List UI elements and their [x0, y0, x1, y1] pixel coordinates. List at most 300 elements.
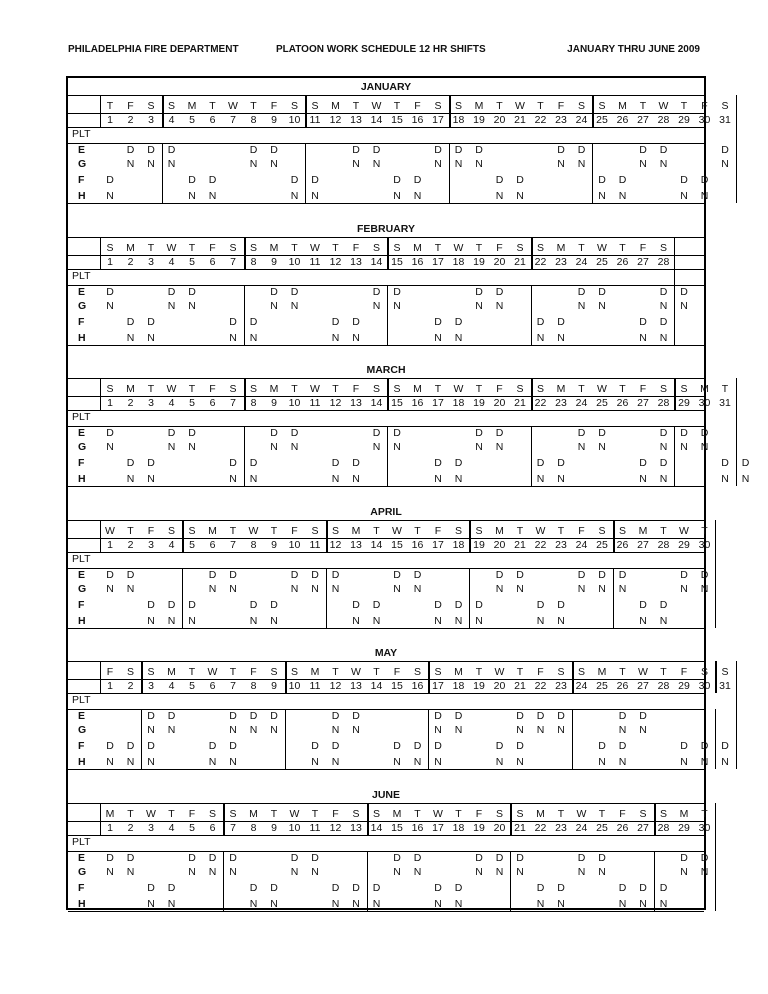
weekday-label: S [352, 807, 360, 820]
weekday-label: T [373, 666, 380, 678]
shift-mark: D [680, 568, 688, 581]
shift-mark: D [331, 881, 340, 894]
month-title: FEBRUARY [68, 222, 704, 238]
shift-mark: N [352, 724, 360, 736]
weekday-label: S [659, 807, 667, 820]
date-number: 12 [329, 114, 342, 126]
shift-mark: D [188, 851, 196, 864]
shift-mark: D [393, 285, 401, 298]
shift-mark: N [741, 473, 750, 485]
date-number: 1 [107, 538, 113, 551]
shift-mark: N [721, 158, 729, 170]
shift-mark: N [680, 190, 688, 202]
weekday-label: S [126, 666, 134, 678]
weekday-label: M [597, 666, 607, 678]
date-number: 22 [534, 680, 547, 692]
shift-mark: D [290, 285, 299, 298]
shift-mark: N [147, 158, 155, 170]
shift-mark: D [680, 174, 688, 186]
shift-mark: N [598, 865, 606, 878]
shift-mark: D [147, 144, 155, 156]
date-number: 10 [288, 538, 301, 551]
weekday-label: S [229, 807, 237, 820]
shift-mark: D [700, 851, 709, 864]
date-number: 5 [189, 680, 195, 692]
date-number: 14 [370, 397, 383, 409]
platoon-label: F [78, 598, 85, 611]
shift-mark: D [475, 144, 483, 156]
shift-mark: N [434, 473, 442, 485]
shift-mark: N [536, 897, 545, 910]
weekday-label: S [311, 100, 319, 112]
date-number: 2 [127, 397, 134, 409]
weekday-label: T [209, 100, 216, 112]
date-number: 24 [575, 680, 588, 692]
shift-mark: N [167, 441, 176, 453]
shift-mark: D [557, 457, 565, 469]
shift-mark: N [434, 614, 442, 627]
shift-mark: N [659, 441, 668, 453]
shift-mark: D [413, 174, 422, 186]
shift-mark: N [126, 756, 135, 768]
department-title: PHILADELPHIA FIRE DEPARTMENT [68, 44, 239, 55]
shift-mark: D [270, 285, 278, 298]
weekday-label: M [249, 807, 258, 820]
weekday-label: T [639, 100, 647, 112]
date-number: 28 [657, 821, 670, 834]
platoon-label: F [78, 457, 85, 469]
shift-mark: N [290, 865, 299, 878]
date-number: 30 [698, 538, 711, 551]
weekday-label: W [433, 807, 443, 820]
date-number: 10 [288, 821, 301, 834]
date-number: 21 [514, 397, 526, 409]
weekday-label: M [618, 100, 627, 112]
date-number: 22 [534, 397, 547, 409]
grid-rule [736, 661, 737, 769]
shift-mark: N [290, 441, 299, 453]
weekday-label: M [536, 807, 545, 820]
weekday-label: F [434, 524, 442, 537]
date-number: 11 [309, 114, 321, 126]
shift-mark: N [352, 158, 360, 170]
weekday-label: T [721, 383, 729, 395]
date-number: 31 [719, 397, 731, 409]
date-number: 11 [309, 397, 321, 409]
weekday-label: W [638, 666, 648, 678]
schedule-title: PLATOON WORK SCHEDULE 12 HR SHIFTS [276, 44, 486, 55]
weekday-label: S [434, 100, 442, 112]
date-number: 15 [391, 680, 403, 692]
shift-mark: D [311, 851, 319, 864]
shift-mark: N [721, 473, 729, 485]
shift-mark: D [434, 710, 442, 722]
shift-mark: D [372, 598, 381, 611]
shift-mark: D [352, 710, 360, 722]
shift-mark: D [249, 881, 258, 894]
weekday-label: M [474, 100, 484, 112]
weekday-label: W [351, 666, 361, 678]
date-number: 23 [555, 821, 567, 834]
weekday-label: W [310, 383, 320, 395]
weekday-label: M [392, 807, 402, 820]
date-number: 23 [555, 255, 567, 268]
platoon-label: E [78, 427, 86, 439]
shift-mark: D [147, 457, 155, 469]
platoon-label: E [78, 710, 86, 722]
weekday-label: S [536, 383, 544, 395]
date-number: 28 [657, 114, 670, 126]
shift-mark: N [311, 865, 319, 878]
date-number: 7 [230, 255, 236, 268]
date-number: 11 [309, 680, 321, 692]
date-number: 15 [391, 538, 403, 551]
shift-mark: D [598, 740, 606, 752]
shift-mark: D [331, 568, 340, 581]
platoon-label: E [78, 285, 86, 298]
weekday-label: T [475, 383, 483, 395]
weekday-label: S [208, 807, 216, 820]
shift-mark: D [598, 427, 606, 439]
weekday-label: F [352, 383, 360, 395]
weekday-label: S [393, 383, 401, 395]
shift-mark: D [106, 285, 114, 298]
weekday-label: F [496, 383, 503, 395]
date-number: 18 [452, 255, 465, 268]
plt-label: PLT [72, 411, 91, 423]
date-number: 12 [329, 397, 342, 409]
weekday-label: T [147, 383, 155, 395]
date-number: 11 [309, 538, 321, 551]
weekday-label: T [475, 241, 483, 254]
weekday-label: M [413, 241, 422, 254]
shift-mark: N [208, 190, 217, 202]
shift-mark: D [311, 740, 319, 752]
weekday-label: M [269, 241, 279, 254]
weekday-label: T [414, 807, 421, 820]
date-number: 20 [493, 255, 506, 268]
weekday-label: W [228, 100, 238, 112]
date-number: 21 [514, 255, 526, 268]
shift-mark: N [270, 614, 278, 627]
date-number: 26 [616, 255, 629, 268]
shift-mark: N [577, 299, 586, 312]
date-number: 21 [514, 680, 526, 692]
weekday-label: F [537, 666, 544, 678]
date-number: 12 [329, 821, 342, 834]
date-number: 9 [271, 821, 277, 834]
shift-mark: N [618, 190, 627, 202]
grid-rule [68, 486, 704, 487]
shift-mark: N [475, 865, 483, 878]
date-number: 19 [473, 680, 485, 692]
date-number: 21 [514, 821, 526, 834]
date-number: 28 [657, 255, 670, 268]
shift-mark: D [208, 174, 217, 186]
weekday-label: S [557, 666, 565, 678]
shift-mark: N [700, 756, 709, 768]
date-number: 8 [250, 397, 257, 409]
month-block [68, 80, 731, 204]
shift-mark: D [270, 144, 278, 156]
weekday-label: W [576, 807, 587, 820]
weekday-label: T [270, 524, 278, 537]
date-number: 6 [209, 680, 216, 692]
shift-mark: N [372, 299, 381, 312]
date-number: 13 [350, 397, 362, 409]
weekday-label: F [414, 100, 421, 112]
shift-mark: N [639, 897, 647, 910]
shift-mark: N [639, 614, 647, 627]
date-number: 1 [107, 680, 113, 692]
weekday-label: S [721, 666, 729, 678]
shift-mark: N [126, 582, 135, 595]
shift-mark: N [557, 614, 565, 627]
date-number: 23 [555, 680, 567, 692]
date-number: 19 [473, 255, 485, 268]
shift-mark: N [598, 756, 606, 768]
shift-mark: D [331, 740, 340, 752]
date-number: 3 [148, 680, 154, 692]
date-number: 19 [473, 114, 485, 126]
weekday-label: T [434, 383, 442, 395]
weekday-label: S [167, 100, 175, 112]
weekday-label: F [106, 666, 114, 678]
shift-mark: D [598, 851, 606, 864]
date-number: 17 [432, 255, 444, 268]
shift-mark: N [290, 299, 299, 312]
shift-mark: D [229, 740, 237, 752]
shift-mark: D [516, 174, 524, 186]
shift-mark: N [659, 331, 668, 344]
weekday-label: S [372, 383, 380, 395]
date-number: 25 [596, 538, 608, 551]
weekday-label: F [270, 100, 278, 112]
weekday-label: T [680, 100, 688, 112]
shift-mark: N [659, 473, 668, 485]
date-number: 29 [678, 397, 690, 409]
plt-label: PLT [72, 269, 91, 282]
shift-mark: N [680, 441, 688, 453]
shift-mark: N [536, 473, 545, 485]
shift-mark: N [454, 473, 463, 485]
weekday-label: F [127, 100, 134, 112]
shift-mark: N [372, 897, 381, 910]
platoon-label: F [78, 315, 85, 328]
shift-mark: D [536, 881, 545, 894]
date-number: 26 [616, 821, 629, 834]
shift-mark: N [126, 865, 135, 878]
weekday-label: S [147, 100, 155, 112]
month-title: JUNE [68, 788, 704, 804]
date-number: 27 [637, 680, 649, 692]
shift-mark: D [167, 881, 176, 894]
weekday-label: M [495, 524, 504, 537]
weekday-label: T [455, 807, 462, 820]
shift-mark: N [106, 756, 114, 768]
shift-mark: D [249, 315, 258, 328]
shift-mark: D [700, 174, 709, 186]
weekday-label: S [249, 241, 257, 254]
shift-mark: D [598, 174, 606, 186]
shift-mark: N [352, 897, 360, 910]
shift-mark: N [229, 865, 237, 878]
weekday-label: M [556, 383, 566, 395]
shift-mark: N [700, 190, 709, 202]
shift-mark: N [106, 582, 114, 595]
platoon-label: G [78, 441, 87, 453]
weekday-label: M [269, 383, 279, 395]
weekday-label: F [578, 524, 585, 537]
grid-rule [68, 693, 704, 694]
shift-mark: D [249, 457, 258, 469]
shift-mark: D [639, 881, 647, 894]
shift-mark: D [106, 740, 114, 752]
shift-mark: D [208, 851, 217, 864]
date-number: 4 [168, 821, 175, 834]
weekday-label: T [188, 383, 196, 395]
shift-mark: D [331, 457, 340, 469]
shift-mark: N [434, 897, 442, 910]
shift-mark: D [229, 315, 237, 328]
shift-mark: N [208, 865, 217, 878]
shift-mark: N [413, 190, 422, 202]
date-number: 18 [452, 821, 465, 834]
date-number: 24 [575, 255, 588, 268]
weekday-label: S [229, 241, 237, 254]
shift-mark: N [639, 724, 647, 736]
date-number: 15 [391, 397, 403, 409]
date-number: 20 [493, 397, 506, 409]
weekday-label: M [556, 241, 566, 254]
date-number: 30 [698, 397, 711, 409]
weekday-label: F [639, 383, 647, 395]
shift-mark: D [454, 598, 463, 611]
platoon-label: E [78, 144, 86, 156]
shift-mark: N [393, 865, 401, 878]
weekday-label: T [660, 666, 667, 678]
date-number: 10 [288, 397, 301, 409]
shift-mark: N [393, 299, 401, 312]
date-number: 7 [230, 114, 236, 126]
grid-rule [715, 803, 716, 911]
date-number: 26 [616, 397, 629, 409]
date-number: 3 [148, 397, 154, 409]
shift-mark: D [352, 144, 360, 156]
shift-mark: D [126, 457, 135, 469]
date-number: 4 [168, 114, 175, 126]
shift-mark: D [188, 598, 196, 611]
shift-mark: N [270, 897, 278, 910]
weekday-label: S [516, 807, 524, 820]
shift-mark: N [700, 582, 709, 595]
shift-mark: D [639, 144, 647, 156]
weekday-label: S [659, 383, 667, 395]
weekday-label: W [453, 241, 464, 254]
grid-rule [736, 95, 737, 203]
shift-mark: D [454, 144, 463, 156]
week-divider [572, 709, 573, 769]
date-number: 3 [148, 114, 154, 126]
date-number: 7 [230, 821, 236, 834]
shift-mark: D [331, 710, 340, 722]
weekday-label: S [188, 524, 196, 537]
shift-mark: N [311, 582, 319, 595]
date-number: 13 [350, 538, 362, 551]
shift-mark: N [126, 331, 135, 344]
shift-mark: N [659, 158, 668, 170]
shift-mark: D [372, 881, 381, 894]
shift-mark: N [618, 582, 627, 595]
date-number: 2 [127, 821, 134, 834]
date-number: 10 [288, 255, 301, 268]
shift-mark: N [106, 190, 114, 202]
shift-mark: N [229, 331, 237, 344]
weekday-label: M [700, 383, 709, 395]
date-number: 4 [168, 538, 175, 551]
shift-mark: D [434, 881, 442, 894]
shift-mark: N [249, 473, 258, 485]
shift-mark: N [516, 865, 524, 878]
shift-mark: N [577, 158, 586, 170]
date-number: 23 [555, 114, 567, 126]
date-number: 19 [473, 397, 485, 409]
weekday-label: W [146, 807, 156, 820]
shift-mark: D [495, 568, 504, 581]
date-number: 17 [432, 538, 444, 551]
shift-mark: N [147, 724, 155, 736]
shift-mark: D [270, 710, 278, 722]
shift-mark: D [536, 457, 545, 469]
shift-mark: D [659, 881, 668, 894]
shift-mark: D [495, 174, 504, 186]
date-number: 6 [209, 538, 216, 551]
shift-mark: D [618, 174, 627, 186]
shift-mark: D [372, 285, 381, 298]
weekday-label: W [166, 383, 177, 395]
weekday-label: W [597, 383, 607, 395]
shift-mark: D [147, 598, 155, 611]
date-number: 24 [575, 538, 588, 551]
date-number: 25 [596, 397, 608, 409]
shift-mark: N [331, 724, 340, 736]
weekday-label: T [557, 524, 565, 537]
shift-mark: N [167, 158, 176, 170]
shift-mark: D [352, 881, 360, 894]
shift-mark: D [229, 851, 237, 864]
shift-mark: N [475, 614, 483, 627]
date-number: 31 [719, 680, 731, 692]
date-number: 9 [271, 114, 277, 126]
shift-mark: D [659, 598, 668, 611]
date-number: 26 [616, 680, 629, 692]
shift-mark: N [393, 190, 401, 202]
shift-mark: N [659, 299, 668, 312]
shift-mark: D [516, 568, 524, 581]
shift-mark: N [454, 158, 463, 170]
shift-mark: N [413, 582, 422, 595]
weekday-label: S [598, 100, 606, 112]
date-number: 1 [107, 255, 113, 268]
shift-mark: N [536, 724, 545, 736]
date-number: 24 [575, 821, 588, 834]
shift-mark: D [106, 851, 114, 864]
shift-mark: D [454, 457, 463, 469]
shift-mark: N [577, 582, 586, 595]
plt-label: PLT [72, 694, 91, 706]
date-number: 30 [698, 114, 711, 126]
weekday-label: F [250, 666, 257, 678]
